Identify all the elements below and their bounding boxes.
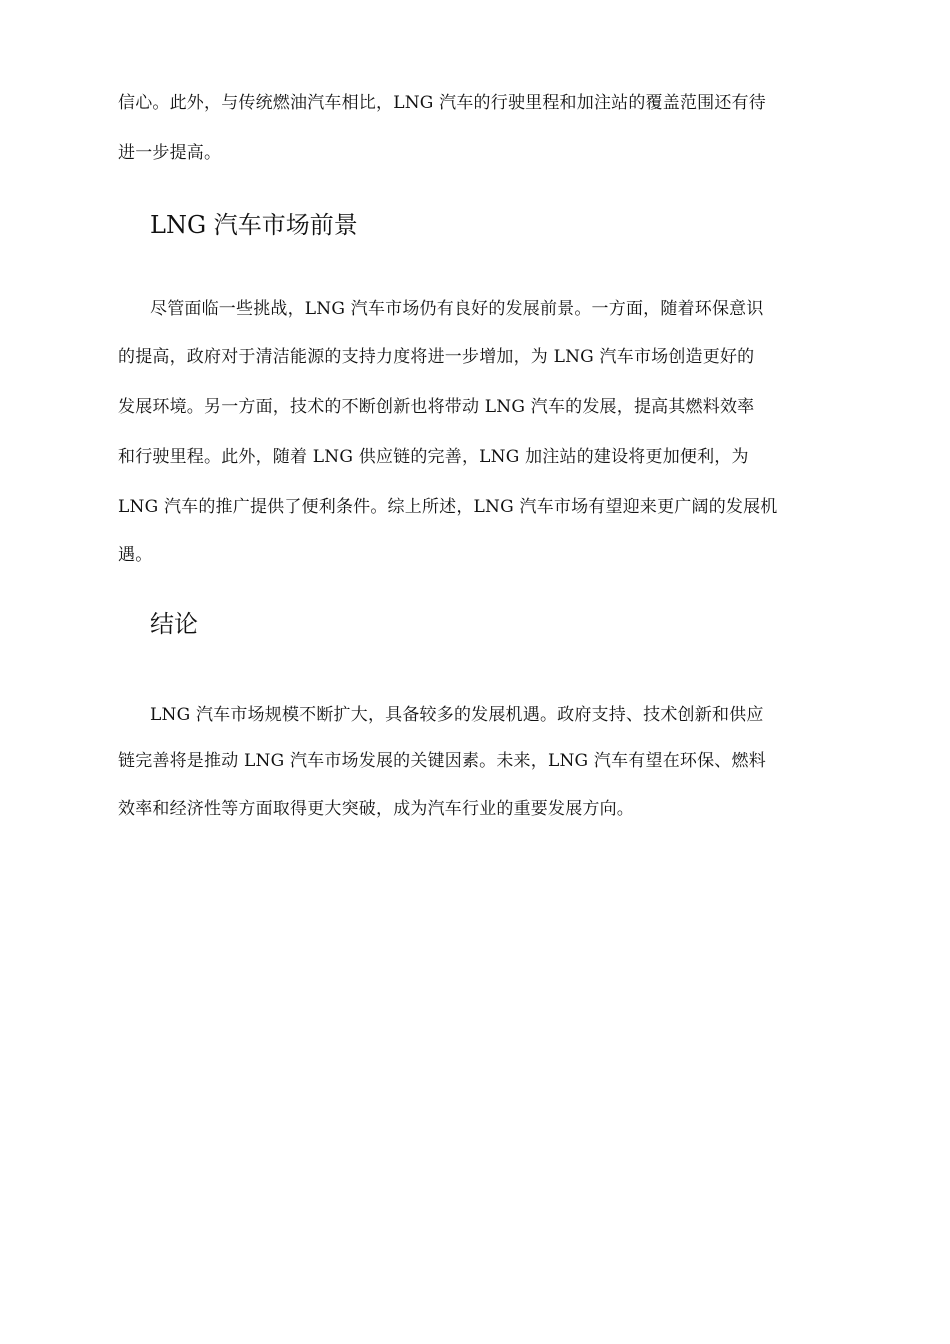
paragraph-line: 和行驶里程。此外，随着 LNG 供应链的完善，LNG 加注站的建设将更加便利，为 <box>118 447 749 467</box>
paragraph-line: LNG 汽车的推广提供了便利条件。综上所述，LNG 汽车市场有望迎来更广阔的发展机 <box>118 497 778 517</box>
paragraph-line: 的提高，政府对于清洁能源的支持力度将进一步增加，为 LNG 汽车市场创造更好的 <box>118 347 755 367</box>
paragraph-line: 链完善将是推动 LNG 汽车市场发展的关键因素。未来，LNG 汽车有望在环保、燃料 <box>118 751 766 771</box>
paragraph-line: LNG 汽车市场规模不断扩大，具备较多的发展机遇。政府支持、技术创新和供应 <box>150 705 764 725</box>
paragraph-line: 遇。 <box>118 545 153 565</box>
paragraph-line: 效率和经济性等方面取得更大突破，成为汽车行业的重要发展方向。 <box>118 799 634 819</box>
paragraph-line: 尽管面临一些挑战，LNG 汽车市场仍有良好的发展前景。一方面，随着环保意识 <box>150 299 764 319</box>
section-heading-prospect: LNG 汽车市场前景 <box>150 211 358 239</box>
paragraph-line: 信心。此外，与传统燃油汽车相比，LNG 汽车的行驶里程和加注站的覆盖范围还有待 <box>118 93 766 113</box>
paragraph-line: 发展环境。另一方面，技术的不断创新也将带动 LNG 汽车的发展，提高其燃料效率 <box>118 397 755 417</box>
section-heading-conclusion: 结论 <box>150 610 198 638</box>
paragraph-line: 进一步提高。 <box>118 143 222 163</box>
